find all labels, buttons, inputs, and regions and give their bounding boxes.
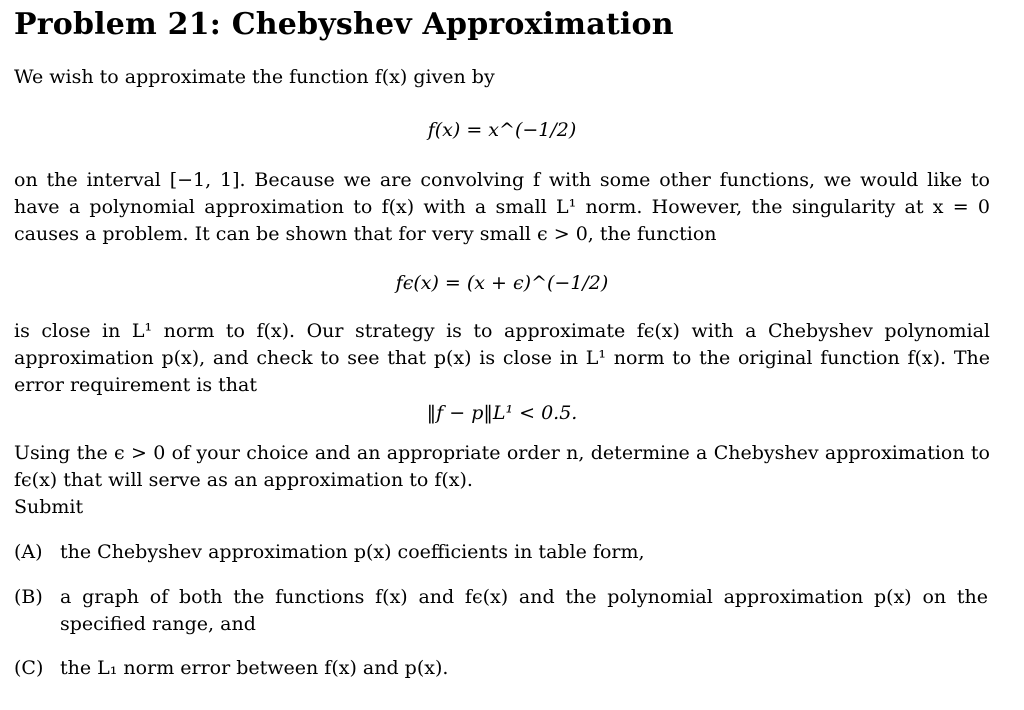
list-item-label: (B) <box>14 586 43 608</box>
list-item-text: the Chebyshev approximation p(x) coefficients in table form, <box>60 541 645 563</box>
list-item-text: a graph of both the functions f(x) and fϵ(x) and the polynomial approximation p(x) on the specified range, and <box>60 586 988 635</box>
equation-error-requirement: ‖f − p‖L¹ < 0.5. <box>426 402 578 424</box>
list-item-text: the L₁ norm error between f(x) and p(x). <box>60 657 449 679</box>
list-item-label: (A) <box>14 541 43 563</box>
task-paragraph: Using the ϵ > 0 of your choice and an appropriate order n, determine a Chebyshev approximation to fϵ(x) that will serve as an approximation to f(x). <box>14 442 990 491</box>
equation-f-epsilon: fϵ(x) = (x + ϵ)^(−1/2) <box>395 272 609 294</box>
strategy-paragraph: is close in L¹ norm to f(x). Our strategy is to approximate fϵ(x) with a Chebyshev polynomial approximation p(x), and check to see that p(x) is close in L¹ norm to the original function f(x). The error requirement is that <box>14 320 990 396</box>
intro-paragraph: We wish to approximate the function f(x) given by <box>14 66 495 88</box>
problem-page <box>14 0 990 710</box>
list-item-b <box>14 584 990 638</box>
problem-title: Problem 21: Chebyshev Approximation <box>14 7 674 42</box>
list-item-c <box>14 655 990 682</box>
equation-f: f(x) = x^(−1/2) <box>427 119 577 141</box>
interval-paragraph: on the interval [−1, 1]. Because we are convolving f with some other functions, we would like to have a polynomial approximation to f(x) with a small L¹ norm. However, the singularity at x = 0 causes a problem. It can be shown that for very small ϵ > 0, the function <box>14 169 990 245</box>
list-item-a <box>14 539 990 566</box>
submit-label: Submit <box>14 496 84 518</box>
list-item-label: (C) <box>14 657 44 679</box>
